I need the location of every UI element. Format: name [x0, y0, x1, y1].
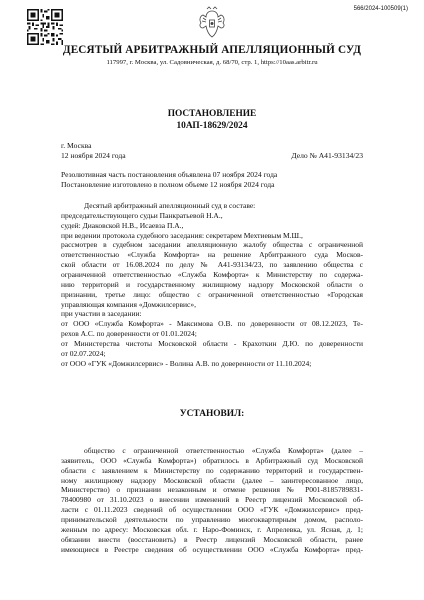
- text-line: 78400980 от 31.10.2023 о внесении изменений в Реестр лицензий Московской об-: [61, 495, 363, 505]
- text-line: ному жилищному надзору Московской области (далее – заинтересованное лицо,: [61, 475, 363, 485]
- text-line: от ООО «Служба Комфорта» - Максимова О.В. по доверенности от 08.12.2023, Те-: [61, 319, 363, 329]
- text-line: ограниченной ответственностью «Служба Комфорта» к Министерству по содержа-: [61, 269, 363, 279]
- text-line: от ООО «ГУК «Домжилсервис» - Волина А.В. по доверенности от 11.10.2024;: [61, 358, 312, 368]
- text-line: судей: Диаковской Н.В., Исаевза П.А.,: [61, 220, 184, 230]
- text-line: при ведении протокола судебного заседания: секретарем Мехтиевым М.Ш.,: [61, 230, 303, 240]
- text-line: общество с ограниченной ответственностью «Служба Комфорта» (далее –: [84, 446, 363, 455]
- text-line: ской области от 16.08.2024 по делу № А41-93134/23, по заявлению общества с: [61, 260, 363, 270]
- title-line-1: ПОСТАНОВЛЕНИЕ: [167, 109, 257, 119]
- text-line: нию территорий и государственному жилищному надзору Московской области о: [61, 279, 363, 289]
- court-address: 117997, г. Москва, ул. Садовническая, д. 68/70, стр. 1, https://10aas.arbitr.ru: [106, 59, 318, 66]
- city: г. Москва: [61, 141, 92, 150]
- text-line: заявитель, ООО «Служба Комфорта») обратилось в Арбитражный суд Московской: [61, 455, 363, 465]
- document-id: 566/2024-100509(1): [353, 6, 408, 12]
- text-line: женным по адресу: Московская обл. г. Наро-Фоминск, г. Апрелевка, ул. Ясная, д. 1;: [61, 524, 363, 534]
- resolution-full: Постановление изготовлено в полном объеме 12 ноября 2024 года: [61, 180, 275, 189]
- text-line: признании, третье лицо: общество с ограниченной ответственностью «Городская: [61, 289, 363, 299]
- text-line: рехов А.С. по доверенности от 01.01.2024;: [61, 329, 197, 339]
- text-line: обязании внести (восстановить) в Реестр лицензий Московской области, ранее: [61, 534, 363, 544]
- decision-date: 12 ноября 2024 года: [61, 150, 126, 160]
- text-line: от Министерства чистоты Московской области - Крахоткин Д.Ю. по доверенности: [61, 338, 363, 348]
- court-name: ДЕСЯТЫЙ АРБИТРАЖНЫЙ АПЕЛЛЯЦИОННЫЙ СУД: [62, 44, 362, 56]
- text-line: Министерство) о признании незаконным и отмене решения № Р001-8185789831-: [61, 485, 363, 495]
- text-line: области с заявлением к Министерству по содержанию территорий и государствен-: [61, 465, 363, 475]
- text-line: ответственностью «Служба Комфорта» на решение Арбитражного суда Москов-: [61, 250, 363, 260]
- text-line: Десятый арбитражный апелляционный суд в составе:: [84, 201, 256, 210]
- text-line: председательствующего судьи Панкратьевой Н.А.,: [61, 210, 223, 220]
- text-line: ласти с 01.11.2023 сведений об осуществлении ООО «ГУК «Домжилсервис» пред-: [61, 505, 363, 515]
- qr-code-icon: [27, 9, 63, 45]
- section-heading: УСТАНОВИЛ:: [179, 409, 245, 419]
- title-line-2: 10АП-18629/2024: [176, 121, 248, 131]
- text-line: управляющая компания «Домжилсервис»,: [61, 299, 196, 309]
- state-emblem-icon: [197, 6, 227, 40]
- text-line: от 02.07.2024;: [61, 348, 106, 358]
- text-line: при участии в заседании:: [61, 309, 142, 319]
- document-title: [0, 108, 424, 132]
- case-number: Дело № А41-93134/23: [291, 150, 363, 160]
- text-line: имеющиеся в Реестре сведения об осуществлении ООО «Служба Комфорта» пред-: [61, 544, 363, 554]
- resolution-announced: Резолютивная часть постановления объявлена 07 ноября 2024 года: [61, 170, 278, 179]
- text-line: принимательской деятельности по управлению многоквартирным домом, располо-: [61, 514, 363, 524]
- text-line: рассмотрев в судебном заседании апелляционную жалобу общества с ограниченной: [61, 240, 363, 250]
